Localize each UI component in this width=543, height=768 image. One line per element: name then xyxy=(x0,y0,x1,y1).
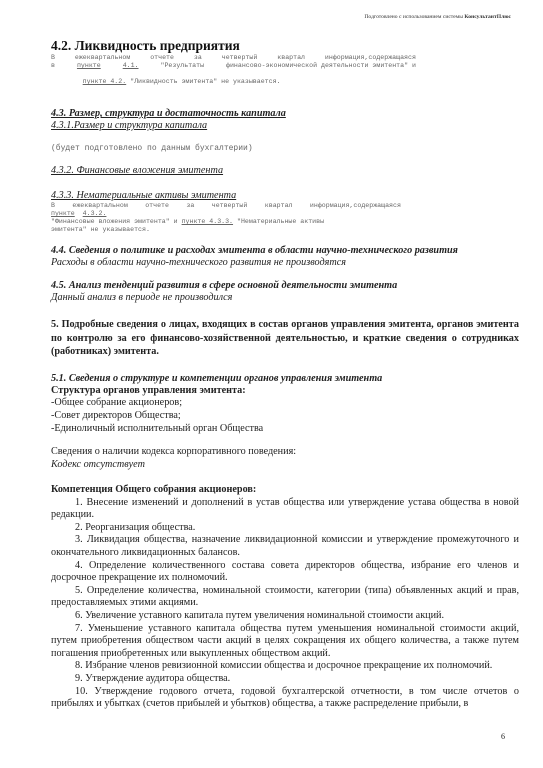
link-word[interactable]: пункте xyxy=(51,210,75,217)
word: "Финансовые вложения эмитента" и xyxy=(51,218,182,225)
competence-item: 4. Определение количественного состава совета директоров общества, избрание его членов и досрочное прекращение их полномочий. xyxy=(51,559,519,584)
section-5-title: 5. Подробные сведения о лицах, входящих в состав органов управления эмитента, органов эмитента по контролю за его финансово-хозяйственной деятельностью, и краткие сведения о сотрудниках (работниках) эмитента. xyxy=(51,319,519,357)
word: "Нематериальные активы xyxy=(233,218,325,225)
s42-line1 xyxy=(51,54,416,62)
word: финансово-экономической деятельности эмитента" и xyxy=(226,62,416,69)
section-5-1-title: 5.1. Сведения о структуре и компетенции органов управления эмитента xyxy=(51,372,383,384)
competence-title: Компетенция Общего собрания акционеров: xyxy=(51,484,257,496)
word: ежеквартальном xyxy=(74,54,131,61)
header-brand: КонсультантПлюс xyxy=(464,14,511,20)
s433-line3 xyxy=(51,218,401,226)
link-word[interactable]: 4.1. xyxy=(122,62,139,69)
competence-item: 1. Внесение изменений и дополнений в устав общества или утверждение устава общества в новой редакции. xyxy=(51,496,519,521)
section-4-3-3-link[interactable]: 4.3.3. Нематериальные активы эмитента xyxy=(51,190,237,201)
word: информация,содержащаяся xyxy=(324,54,416,61)
competence-item: 7. Уменьшение уставного капитала общества путем уменьшения номинальной стоимости акций, путем приобретения обществом части акций в целях сокращения их общего количества, а также путем погашения приобретенных или выкупленных обществом акций. xyxy=(51,622,519,659)
word: ежеквартальном xyxy=(72,202,128,209)
word: отчете xyxy=(145,202,169,209)
word: "Ликвидность эмитента" не указывается. xyxy=(126,78,281,85)
s433-line4: эмитента" не указывается. xyxy=(51,226,150,233)
link-word[interactable]: пункте xyxy=(76,62,101,69)
section-4-4-text: Расходы в области научно-технического развития не производятся xyxy=(51,257,346,268)
link-word[interactable]: 4.3.2. xyxy=(82,210,107,217)
page-header xyxy=(364,14,511,20)
competence-item: 2. Реорганизация общества. xyxy=(75,521,196,533)
word: "Результаты xyxy=(160,62,205,69)
s42-line2 xyxy=(51,62,416,70)
competence-item: 5. Определение количества, номинальной стоимости, категории (типа) объявленных акций и прав, предоставляемых этими акциями. xyxy=(51,584,519,609)
word: четвертый xyxy=(211,202,248,209)
word: отчете xyxy=(150,54,174,61)
competence-item: 10. Утверждение годового отчета, годовой бухгалтерской отчетности, в том числе отчетов о прибылях и убытках (счетов прибылей и убытков) общества, а также распределение прибыли, в xyxy=(51,685,519,710)
competence-item: 9. Утверждение аудитора общества. xyxy=(75,673,231,684)
link-pункт-4-2[interactable]: пункте 4.2. xyxy=(82,78,127,85)
section-4-2-title: 4.2. Ликвидность предприятия xyxy=(51,38,240,53)
word: квартал xyxy=(277,54,305,61)
section-4-2-text xyxy=(51,54,416,94)
structure-title: Структура органов управления эмитента: xyxy=(51,384,246,396)
competence-item: 8. Избрание членов ревизионной комиссии общества и досрочное прекращение их полномочий. xyxy=(75,660,493,672)
organ-item: -Совет директоров Общества; xyxy=(51,409,181,421)
document-body xyxy=(51,38,519,711)
code-value: Кодекс отсутствует xyxy=(51,459,145,471)
organ-item: -Общее собрание акционеров; xyxy=(51,397,183,408)
capital-note: (будет подготовлено по данным бухгалтерии) xyxy=(51,144,253,153)
page-number: 6 xyxy=(501,732,505,741)
word: за xyxy=(193,54,202,61)
link-pункт-4-3-3[interactable]: пункте 4.3.3. xyxy=(181,218,234,225)
word: за xyxy=(186,202,195,209)
word: информация,содержащаяся xyxy=(309,202,401,209)
word: квартал xyxy=(264,202,293,209)
header-prefix: Подготовлено с использованием системы xyxy=(364,14,465,20)
section-4-3-1-link[interactable]: 4.3.1.Размер и структура капитала xyxy=(51,120,208,131)
s433-line1 xyxy=(51,202,401,210)
s433-line2 xyxy=(51,210,401,218)
competence-item: 3. Ликвидация общества, назначение ликвидационной комиссии и утверждение промежуточного и окончательного ликвидационных балансов. xyxy=(51,534,519,559)
section-4-5-title: 4.5. Анализ тенденций развития в сфере основной деятельности эмитента xyxy=(51,280,398,291)
section-4-5-text: Данный анализ в периоде не производился xyxy=(51,292,233,303)
word: четвертый xyxy=(221,54,258,61)
section-4-3-title: 4.3. Размер, структура и достаточность капитала xyxy=(51,108,286,119)
organ-item: -Единоличный исполнительный орган Общества xyxy=(51,422,264,434)
competence-item: 6. Увеличение уставного капитала путем увеличения номинальной стоимости акций. xyxy=(75,610,445,622)
section-4-4-title: 4.4. Сведения о политике и расходах эмитента в области научно-технического развития xyxy=(51,245,458,256)
code-label: Сведения о наличии кодекса корпоративного поведения: xyxy=(51,446,297,458)
word: В xyxy=(51,54,55,61)
word: В xyxy=(51,202,55,209)
word: в xyxy=(51,62,55,69)
section-4-3-3-text xyxy=(51,202,401,234)
s42-line3 xyxy=(51,70,416,94)
section-4-3-2-link[interactable]: 4.3.2. Финансовые вложения эмитента xyxy=(51,165,224,176)
